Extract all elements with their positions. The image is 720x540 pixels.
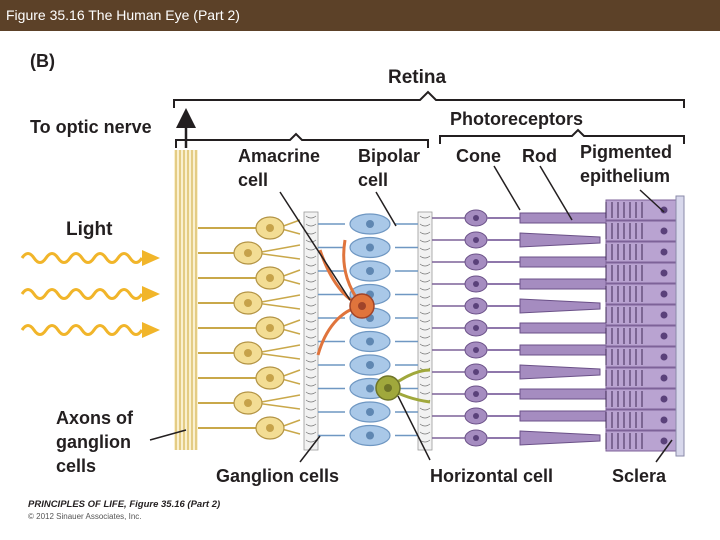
photoreceptor-layer	[432, 210, 606, 446]
axon-fiber-layer	[174, 150, 198, 450]
to-optic-nerve-label: To optic nerve	[30, 117, 152, 137]
amacrine-label-line1: Amacrine	[238, 146, 321, 166]
light-label: Light	[66, 219, 113, 240]
bipolar-cell-layer	[318, 214, 418, 446]
amacrine-label-line2: cell	[238, 170, 269, 190]
bipolar-label-line2: cell	[358, 170, 389, 190]
sclera-label: Sclera	[612, 466, 667, 486]
ganglion-cells-label: Ganglion cells	[216, 466, 340, 486]
panel-label: (B)	[30, 51, 55, 71]
horizontal-cell-label: Horizontal cell	[430, 466, 554, 486]
sclera-band	[676, 196, 684, 456]
light-arrows	[22, 250, 160, 338]
pigmented-label-line1: Pigmented	[580, 142, 673, 162]
cone-label: Cone	[456, 146, 501, 166]
pigmented-label-line2: epithelium	[580, 166, 671, 186]
axons-label-line1: Axons of	[56, 408, 134, 428]
ganglion-cell-layer	[198, 217, 300, 439]
pigmented-epithelium-layer	[606, 200, 676, 451]
credit-line1: PRINCIPLES OF LIFE, Figure 35.16 (Part 2)	[28, 499, 221, 510]
retina-label: Retina	[388, 67, 447, 88]
rod-label: Rod	[522, 146, 557, 166]
axons-label-line3: cells	[56, 456, 97, 476]
slide-title: Figure 35.16 The Human Eye (Part 2)	[6, 7, 240, 23]
photoreceptors-label: Photoreceptors	[450, 109, 584, 129]
axons-label-line2: ganglion	[56, 432, 131, 452]
retina-bracket	[174, 92, 684, 108]
credit-line2: © 2012 Sinauer Associates, Inc.	[28, 512, 142, 521]
bipolar-label-line1: Bipolar	[358, 146, 421, 166]
